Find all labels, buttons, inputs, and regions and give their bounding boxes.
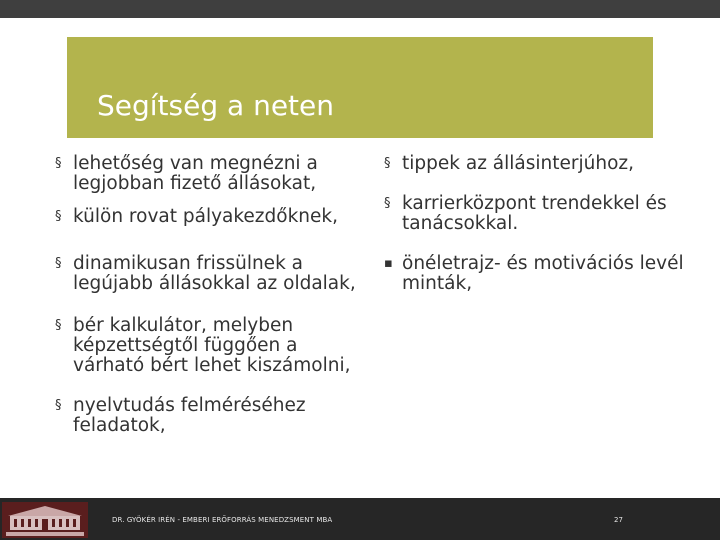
bullet-marker: §: [55, 398, 62, 413]
bullet-marker: §: [384, 196, 391, 211]
list-item: [384, 254, 704, 294]
bullet-text: önéletrajz- és motivációs levél minták,: [402, 253, 684, 294]
slide-title: Segítség a neten: [97, 89, 335, 122]
bullet-marker: §: [384, 156, 391, 171]
bullet-marker: §: [55, 156, 62, 171]
bullet-text: tippek az állásinterjúhoz,: [402, 153, 634, 174]
bullet-text: külön rovat pályakezdőknek,: [73, 206, 338, 227]
list-item: [55, 207, 355, 227]
footer-author: DR. GYÖKÉR IRÉN - EMBERI ERŐFORRÁS MENEDZSMENT MBA: [112, 516, 333, 524]
title-box: [67, 37, 653, 138]
bullet-text: bér kalkulátor, melyben képzettségtől függően a várható bért lehet kiszámolni,: [73, 315, 351, 376]
list-item: [55, 154, 355, 194]
list-item: [55, 316, 375, 376]
bullet-text: dinamikusan frissülnek a legújabb állásokkal az oldalak,: [73, 253, 356, 294]
top-bar: [0, 0, 720, 18]
university-logo: [2, 502, 88, 538]
list-item: [384, 154, 704, 174]
bullet-marker: §: [55, 318, 62, 333]
bullet-marker: ▪: [384, 256, 393, 271]
bullet-text: nyelvtudás felméréséhez feladatok,: [73, 395, 306, 436]
page-number: 27: [614, 516, 623, 524]
bullet-text: lehetőség van megnézni a legjobban fizető állásokat,: [73, 153, 318, 194]
footer-bar: [0, 498, 720, 540]
list-item: [384, 194, 704, 234]
list-item: [55, 254, 375, 294]
bullet-text: karrierközpont trendekkel és tanácsokkal.: [402, 193, 667, 234]
list-item: [55, 396, 355, 436]
bullet-marker: §: [55, 209, 62, 224]
bullet-marker: §: [55, 256, 62, 271]
